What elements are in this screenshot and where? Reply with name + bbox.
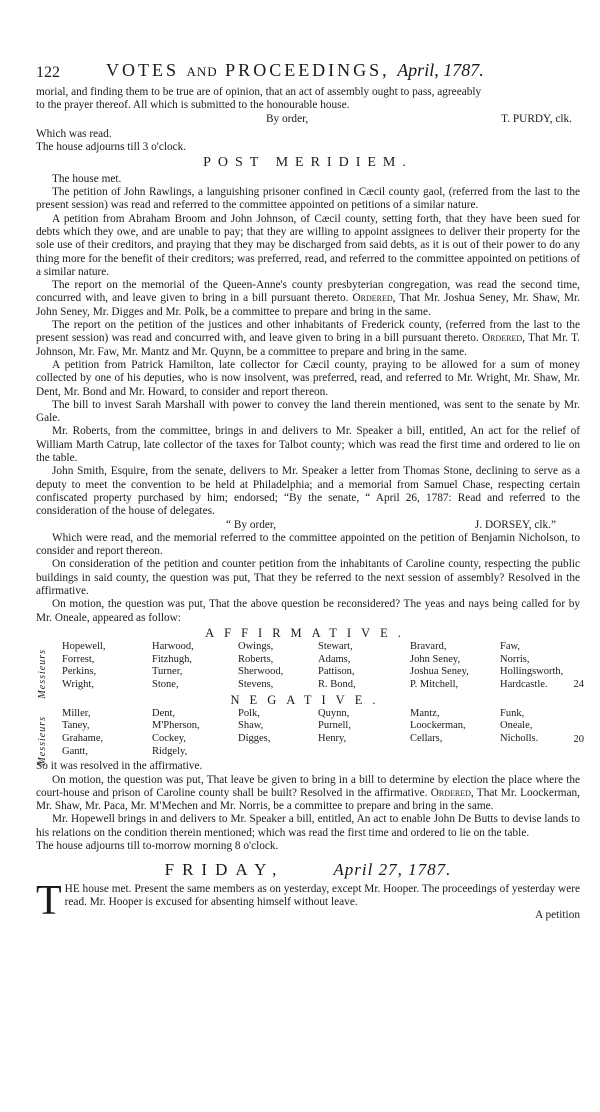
negative-vote-list [36,707,584,766]
member-name: Purnell, [318,720,351,732]
running-title [106,60,484,81]
paragraph-nicholson: Which were read, and the memorial referred to the committee appointed on the petition of Benjamin Nicholson, to consider and report thereon. [36,531,580,558]
affirmative-heading: AFFIRMATIVE. [205,625,411,640]
member-name: Quynn, [318,707,350,719]
paragraph-court-house [36,774,580,814]
member-name: Grahame, [62,733,104,745]
member-name: Shaw, [238,720,264,732]
negative-names [62,708,580,758]
member-name: Henry, [318,733,347,745]
member-name: Sherwood, [238,666,284,678]
paragraph-caroline: On consideration of the petition and counter petition from the inhabitants of Caroline county, respecting the public buildings in said county, the question was put, That they be referred to the next session of assembly? Resolved in the affirmative. [36,558,580,597]
text: The report on the petition of the justices and other inhabitants of Frederick county, (referred from the last to the present session) was read and concurred with, and leave given to bring in a bill pursuant thereto. [36,319,580,345]
drop-cap: T [36,877,62,924]
member-name: Forrest, [62,653,95,665]
submission-line: to the prayer thereof. All which is submitted to the honourable house. [36,99,350,112]
member-name: Gantt, [62,745,88,757]
catchword: A petition [535,909,580,922]
member-name: Funk, [500,707,525,719]
by-order-quoted: “ By order, [226,518,277,531]
ordered-word: Ordered, [481,332,525,345]
purdy-signature: T. PURDY, clk. [501,112,572,125]
member-name: Miller, [62,707,91,719]
member-name: R. Bond, [318,678,356,690]
member-name: Pattison, [318,666,355,678]
member-name: Bravard, [410,641,447,653]
adjourn-morning: The house adjourns till to-morrow morning 8 o'clock. [36,840,279,852]
title-proceedings: PROCEEDINGS, [225,60,390,80]
member-name: Adams, [318,653,351,665]
paragraph-roberts: Mr. Roberts, from the committee, brings in and delivers to Mr. Speaker a bill, entitled, An act for the relief of William Marth Catrup, late collector of the taxes for Talbot county; which was read the first time and ordered to lie on the table. [36,425,580,465]
member-name [318,746,410,759]
page-number: 122 [36,64,60,81]
member-name: Fitzhugh, [152,653,192,665]
member-name: Stewart, [318,641,353,653]
ordered-word: Ordered, [352,292,396,305]
house-met: The house met. [52,172,122,185]
member-name: Nicholls. [500,733,539,745]
member-name: Turner, [152,666,183,678]
paragraph-broom-johnson: A petition from Abraham Broom and John Johnson, of Cæcil county, setting forth, that they have been sued for debts which they owe, and are unable to pay; that they are willing to appoint assignees to deliver their property for the sole use of their creditors, and praying that they may be discharged from said debts, as it is out of their power to do any thing more for the benefit of their creditors; was preferred, read, and referred to the committee appointed on petitions of a similar nature. [36,212,580,278]
text: The report on the memorial of the Queen-Anne's county presbyterian congregation, was read the second time, concurred with, and leave given to bring in a bill pursuant thereto. [36,279,580,305]
text: That Mr. T. Johnson, Mr. Faw, Mr. Mantz and Mr. Quynn, be a committee to prepare and bring in the same. [36,332,580,358]
which-read: Which was read. [36,127,112,140]
member-name [500,746,586,759]
by-order: By order, [266,112,309,125]
text: HE house met. Present the same members as on yesterday, except Mr. Hooper. The proceedings of yesterday were read. Mr. Hooper is excused for absenting himself without leave. [64,882,580,908]
member-name: Stevens, [238,678,274,690]
messieurs-label: Messieurs [37,715,48,766]
title-date: April, 1787. [397,60,484,80]
ordered-word: Ordered, [430,786,474,799]
member-name: Stone, [152,678,179,690]
member-name: Faw, [500,641,521,653]
member-name [238,746,318,759]
continued-line: morial, and finding them to be true are of opinion, that an act of assembly ought to pass, agreeably [36,86,482,98]
paragraph-marshall: The bill to invest Sarah Marshall with power to convey the land therein mentioned, was sent to the senate by Mr. Gale. [36,398,580,425]
affirmative-names [62,641,580,691]
section-title: POST MERIDIEM. [203,155,413,171]
member-name: Norris, [500,653,530,665]
member-name: Cellars, [410,733,443,745]
member-name: Digges, [238,733,271,745]
member-name [410,746,500,759]
messieurs-label: Messieurs [37,649,48,699]
paragraph-smith: John Smith, Esquire, from the senate, delivers to Mr. Speaker a letter from Thomas Stone, declining to serve as a deputy to meet the convention to be held at Philadelphia; and a memorial from Samuel Chase, respecting certain confiscated property purchased by him; endorsed; “By the senate, “ April 26, 1787: Read and referred to the consideration of the house of delegates. [36,465,580,518]
member-name: Hardcastle. [500,678,548,690]
member-name: Harwood, [152,641,194,653]
member-name: M'Pherson, [152,720,200,732]
member-name: Ridgely, [152,745,188,757]
text: That Mr. Joshua Seney, Mr. Shaw, Mr. John Seney, Mr. Digges and Mr. Polk, be a committee to prepare and bring in the same. [36,292,581,318]
member-name: Owings, [238,641,274,653]
member-name: John Seney, [410,653,461,665]
opening-signature-block [36,113,580,126]
member-name: Hopewell, [62,641,106,653]
friday-heading [36,860,580,880]
member-name: Loockerman, [410,720,466,732]
paragraph-frederick [36,319,580,359]
dorsey-signature: J. DORSEY, clk.” [474,518,556,531]
member-name: Joshua Seney, [410,666,469,678]
title-votes: VOTES [106,60,179,80]
paragraph-rawlings: The petition of John Rawlings, a languishing prisoner confined in Cæcil county gaol, (referred from the last to the present session) was read and referred to the committee appointed on petitions of a similar nature. [36,186,580,212]
member-name: Roberts, [238,653,274,665]
adjourn-line: The house adjourns till 3 o'clock. [36,141,187,154]
member-name: Taney, [62,720,90,732]
negative-heading: NEGATIVE. [230,692,386,707]
running-header [36,60,576,82]
paragraph-queen-annes [36,279,580,319]
document-body [36,86,584,924]
text: That Mr. Loockerman, Mr. Shaw, Mr. Paca, Mr. M'Mechen and Mr. Norris, be a committee to prepare and bring in the same. [36,786,580,813]
member-name: Hollingsworth, [500,666,564,678]
resolved-line: So it was resolved in the affirmative. [36,760,203,773]
paragraph-reconsider: On motion, the question was put, That the above question be reconsidered? The yeas and nays being called for by Mr. Oneale, appeared as follow: [36,598,580,624]
member-name: Oneale, [500,720,533,732]
negative-total: 20 [573,733,584,745]
affirmative-vote-list [36,641,584,699]
paragraph-hamilton: A petition from Patrick Hamilton, late collector for Cæcil county, praying to be allowed for a sum of money collected by one of his deputies, who is now insolvent, was preferred, read, and referred to Mr. Wright, Mr. Shaw, Mr. Dent, Mr. Bond and Mr. Howard, to consider and report thereon. [36,358,580,398]
affirmative-total: 24 [573,679,584,691]
paragraph-de-butts: Mr. Hopewell brings in and delivers to Mr. Speaker a bill, entitled, An act to enable John De Butts to devise lands to his relations on the condition therein mentioned; which was read the first time and ordered to lie on the table. [36,813,580,839]
friday-day: FRIDAY, [164,860,285,880]
member-name: Perkins, [62,666,97,678]
member-name: Polk, [238,707,260,719]
title-and: AND [186,64,218,79]
member-name: Dent, [152,707,176,719]
member-name: Wright, [62,678,94,690]
member-name: P. Mitchell, [410,678,459,690]
text: On motion, the question was put, That leave be given to bring in a bill to determine by election the place where the court-house and prison of Caroline county shall be built? Resolved in the affirmative. [36,773,580,799]
dorsey-signature-block [36,519,580,532]
member-name: Cockey, [152,733,187,745]
friday-date: April 27, 1787. [333,860,452,880]
member-name: Mantz, [410,707,440,719]
